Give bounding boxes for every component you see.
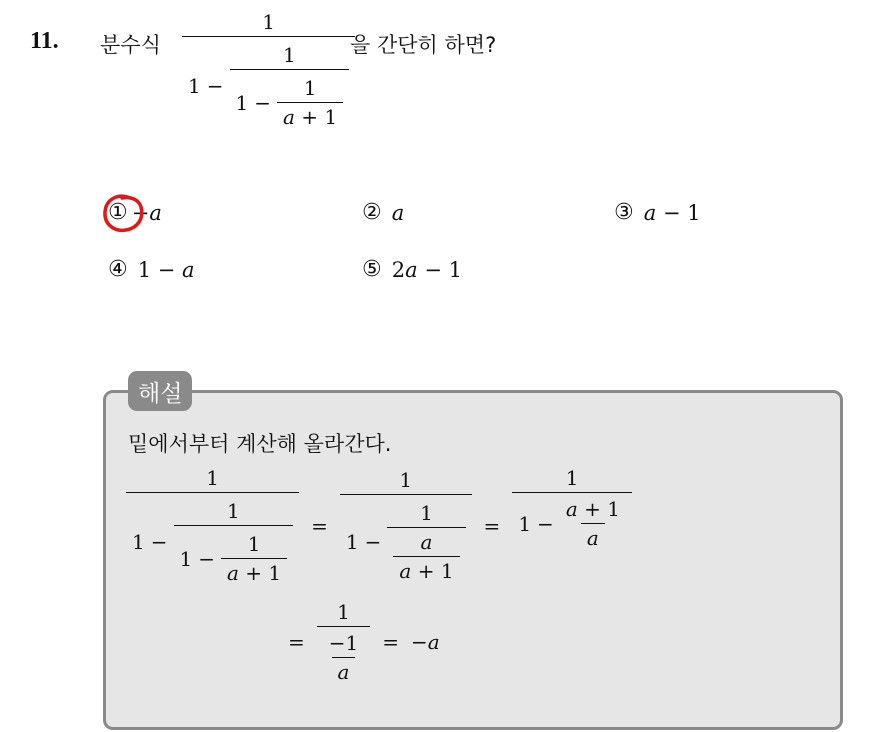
term1-minus: − <box>150 530 168 554</box>
expr-inner-numerator: 1 <box>303 76 317 100</box>
choice-5-var: a <box>405 257 418 282</box>
choice-1-mark: ① <box>108 200 128 225</box>
choice-2-text: a <box>391 200 405 225</box>
solution-equation-line-1 <box>126 466 632 585</box>
equals-sign-3: = <box>288 630 305 654</box>
solution-intro: 밑에서부터 계산해 올라간다. <box>128 432 392 456</box>
solution-equation-line-2 <box>288 600 440 684</box>
solution-term-1 <box>126 466 299 585</box>
expr-one-inner: 1 <box>235 90 249 115</box>
choice-5-rest: − 1 <box>417 257 462 282</box>
term2-numerator: 1 <box>399 468 413 492</box>
term4-inner-denominator: a <box>332 657 356 684</box>
choice-2-mark: ② <box>362 200 382 225</box>
term1-one: 1 <box>132 530 145 554</box>
term1-inner-var: a <box>227 561 239 585</box>
term1-mid-numerator: 1 <box>226 499 240 523</box>
term3-one: 1 <box>518 511 532 536</box>
equals-sign-1: = <box>311 513 328 538</box>
solution-term-2 <box>340 468 472 583</box>
choice-1-text: −a <box>131 200 162 225</box>
solution-tag: 해설 <box>128 371 192 411</box>
choice-4[interactable] <box>108 257 195 282</box>
question-expression <box>182 10 355 129</box>
expr-top-numerator: 1 <box>262 10 275 34</box>
question-number: 11. <box>30 28 59 54</box>
expr-inner-var: a <box>283 105 295 129</box>
term4-inner-numerator: −1 <box>328 631 359 655</box>
term2-mid-numerator: 1 <box>420 501 433 525</box>
choice-5[interactable] <box>362 257 462 282</box>
choice-3-mark: ③ <box>614 200 634 225</box>
term2-inner-numerator: a <box>420 530 433 554</box>
expr-inner-rest: + 1 <box>294 105 338 129</box>
expr-minus-inner: − <box>254 90 271 115</box>
choice-2[interactable] <box>362 200 404 225</box>
question-suffix: 을 간단히 하면? <box>350 33 497 57</box>
term3-inner-var: a <box>565 497 578 521</box>
equals-sign-2: = <box>483 513 501 538</box>
term1-inner-numerator: 1 <box>247 532 261 556</box>
term2-inner-var: a <box>399 559 412 583</box>
solution-result: −a <box>411 630 440 654</box>
choice-3-rest: − 1 <box>656 200 701 225</box>
solution-term-3 <box>512 466 632 550</box>
choice-4-var: a <box>182 257 195 282</box>
term2-inner-plus-one: + 1 <box>411 559 454 583</box>
question-prefix: 분수식 <box>100 33 161 57</box>
expr-mid-numerator: 1 <box>282 43 296 67</box>
term3-inner-denominator: a <box>581 523 605 550</box>
expr-one: 1 <box>188 74 201 98</box>
term4-numerator: 1 <box>337 600 350 624</box>
answer-circle-stroke <box>105 196 142 230</box>
term2-minus: − <box>364 530 382 554</box>
term3-numerator: 1 <box>565 466 579 490</box>
choice-4-rest: 1 − <box>137 257 183 282</box>
choice-3-var: a <box>643 200 657 225</box>
term3-minus: − <box>537 511 554 536</box>
expr-minus: − <box>206 74 224 98</box>
choice-5-coef: 2 <box>391 257 406 282</box>
choice-5-mark: ⑤ <box>362 257 382 282</box>
term1-inner-plus-one: + 1 <box>238 561 282 585</box>
equals-sign-4: = <box>382 630 400 654</box>
solution-term-4 <box>317 600 370 684</box>
choice-3[interactable] <box>614 200 701 225</box>
choice-4-mark: ④ <box>108 257 128 282</box>
term1-inner-one: 1 <box>179 546 193 571</box>
term3-inner-plus-one: + 1 <box>577 497 620 521</box>
term2-one: 1 <box>345 530 359 554</box>
term1-inner-minus: − <box>198 546 215 571</box>
answer-circle-mark <box>100 192 148 236</box>
term1-numerator: 1 <box>206 466 219 490</box>
